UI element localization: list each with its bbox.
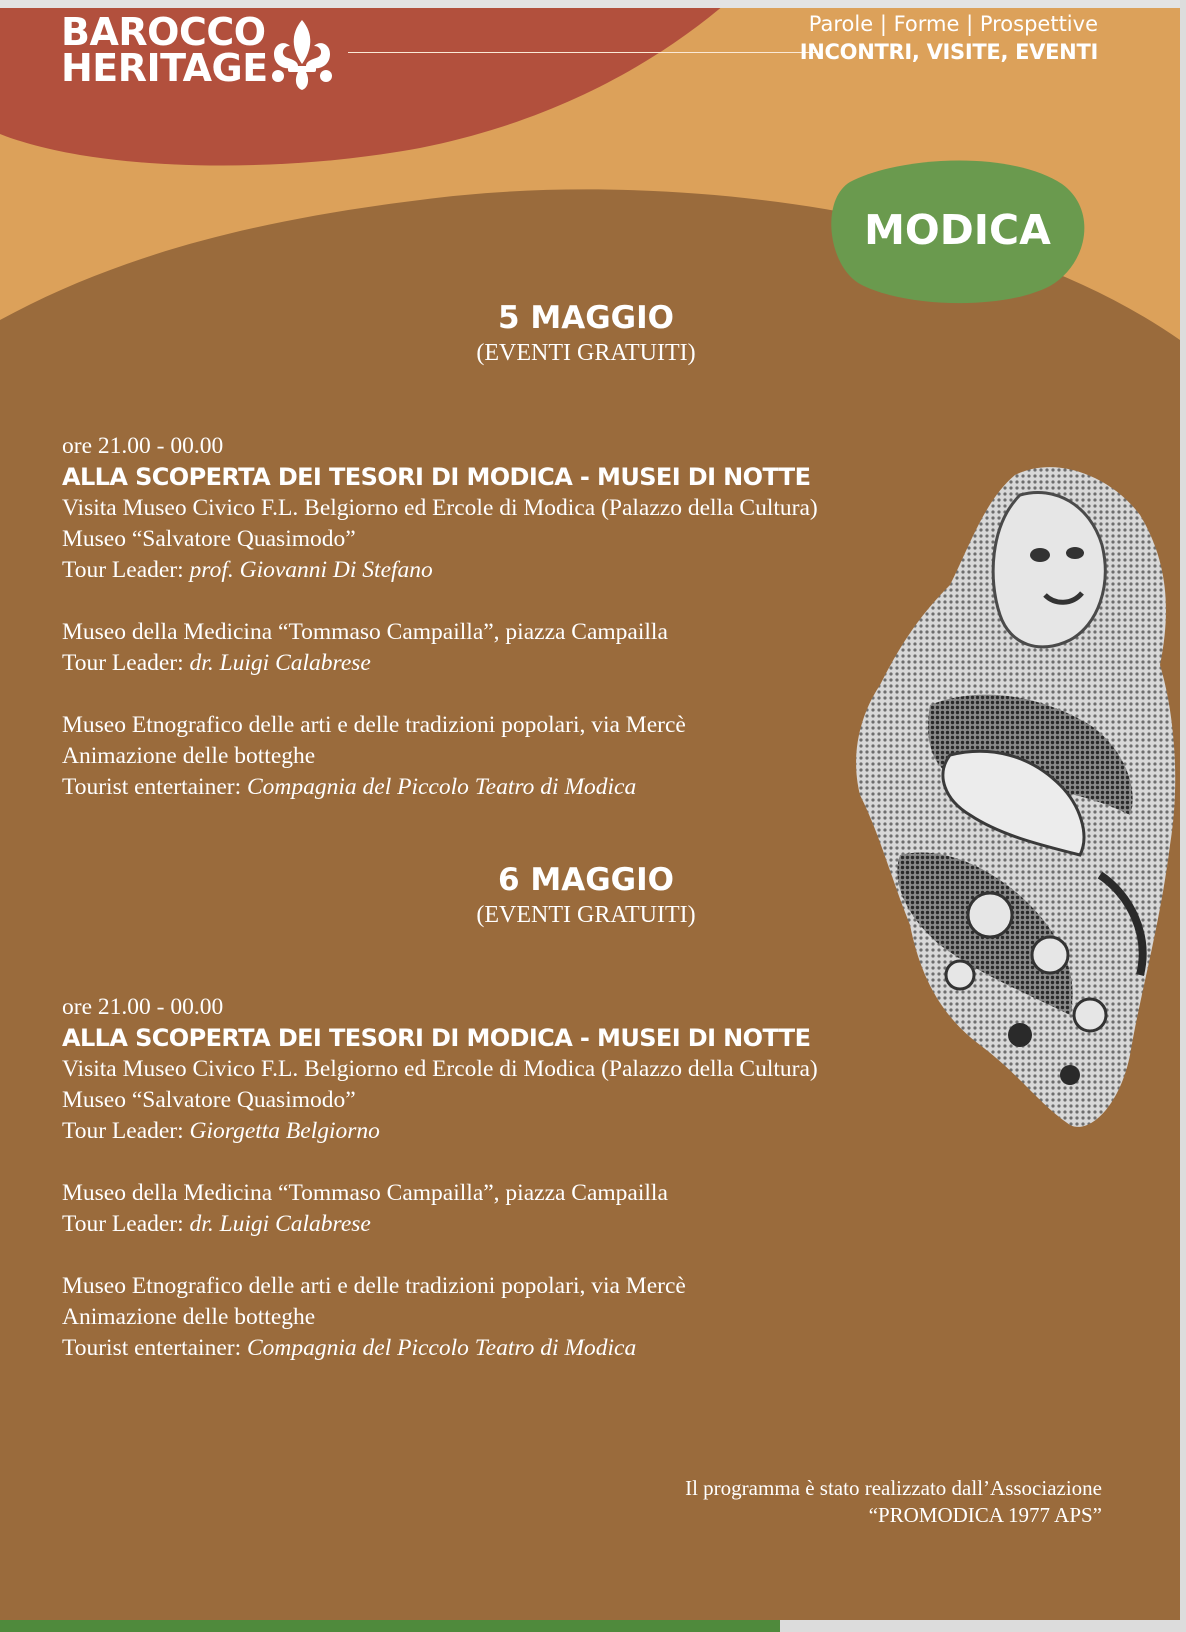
fleur-de-lis-icon bbox=[268, 16, 338, 92]
tour-leader-line bbox=[62, 1116, 942, 1147]
day-subtitle: (EVENTI GRATUITI) bbox=[476, 340, 696, 366]
day-subtitle: (EVENTI GRATUITI) bbox=[476, 902, 696, 928]
entertainer-label: Tourist entertainer: bbox=[62, 774, 247, 800]
visit-line: Visita Museo Civico F.L. Belgiorno ed Ercole di Modica (Palazzo della Cultura) bbox=[62, 495, 818, 521]
baroque-mascaron-image bbox=[840, 455, 1180, 1145]
animazione-line: Animazione delle botteghe bbox=[62, 743, 316, 769]
tagline-bottom: INCONTRI, VISITE, EVENTI bbox=[799, 40, 1098, 64]
tour-leader-label: Tour Leader: bbox=[62, 1211, 190, 1237]
day-title: 6 MAGGIO bbox=[498, 862, 674, 898]
credit-note bbox=[685, 1475, 1102, 1529]
museum-line: Museo “Salvatore Quasimodo” bbox=[62, 1087, 356, 1113]
entertainer-label: Tourist entertainer: bbox=[62, 1335, 247, 1361]
entertainer-line bbox=[62, 1333, 942, 1364]
visit-line: Visita Museo Civico F.L. Belgiorno ed Ercole di Modica (Palazzo della Cultura) bbox=[62, 1056, 818, 1082]
etnografico-line: Museo Etnografico delle arti e delle tradizioni popolari, via Mercè bbox=[62, 1273, 686, 1299]
tagline-top: Parole | Forme | Prospettive bbox=[808, 12, 1098, 36]
entertainer-name: Compagnia del Piccolo Teatro di Modica bbox=[246, 774, 637, 800]
medicina-line: Museo della Medicina “Tommaso Campailla”, piazza Campailla bbox=[62, 619, 668, 645]
tour-leader-name: dr. Luigi Calabrese bbox=[189, 650, 371, 676]
tour-leader-line bbox=[62, 648, 942, 679]
event-headline: ALLA SCOPERTA DEI TESORI DI MODICA - MUSEI DI NOTTE bbox=[62, 463, 811, 491]
entertainer-line bbox=[62, 772, 942, 803]
event-time: ore 21.00 - 00.00 bbox=[62, 433, 224, 459]
brand-logo bbox=[61, 10, 268, 90]
header-divider bbox=[348, 52, 816, 53]
tour-leader-label: Tour Leader: bbox=[62, 650, 190, 676]
tour-leader-label: Tour Leader: bbox=[62, 557, 190, 583]
tagline bbox=[800, 10, 1098, 66]
tour-leader-name: prof. Giovanni Di Stefano bbox=[189, 557, 433, 583]
logo-line-1: BAROCCO bbox=[61, 10, 266, 54]
event-block-day-1 bbox=[62, 431, 942, 803]
tour-leader-line bbox=[62, 1209, 942, 1240]
event-block-day-2 bbox=[62, 992, 942, 1364]
tour-leader-name: dr. Luigi Calabrese bbox=[189, 1211, 371, 1237]
museum-line: Museo “Salvatore Quasimodo” bbox=[62, 526, 356, 552]
bottom-edge-bar bbox=[0, 1620, 780, 1632]
day-title: 5 MAGGIO bbox=[498, 300, 674, 336]
event-time: ore 21.00 - 00.00 bbox=[62, 994, 224, 1020]
city-badge-label: MODICA bbox=[864, 206, 1051, 254]
credit-line-2: “PROMODICA 1977 APS” bbox=[868, 1503, 1102, 1527]
medicina-line: Museo della Medicina “Tommaso Campailla”, piazza Campailla bbox=[62, 1180, 668, 1206]
entertainer-name: Compagnia del Piccolo Teatro di Modica bbox=[246, 1335, 637, 1361]
credit-line-1: Il programma è stato realizzato dall’Associazione bbox=[685, 1476, 1102, 1500]
tour-leader-label: Tour Leader: bbox=[62, 1118, 190, 1144]
etnografico-line: Museo Etnografico delle arti e delle tradizioni popolari, via Mercè bbox=[62, 712, 686, 738]
logo-line-2: HERITAGE bbox=[61, 46, 268, 90]
tour-leader-name: Giorgetta Belgiorno bbox=[189, 1118, 380, 1144]
event-headline: ALLA SCOPERTA DEI TESORI DI MODICA - MUSEI DI NOTTE bbox=[62, 1024, 811, 1052]
tour-leader-line bbox=[62, 555, 942, 586]
animazione-line: Animazione delle botteghe bbox=[62, 1304, 316, 1330]
